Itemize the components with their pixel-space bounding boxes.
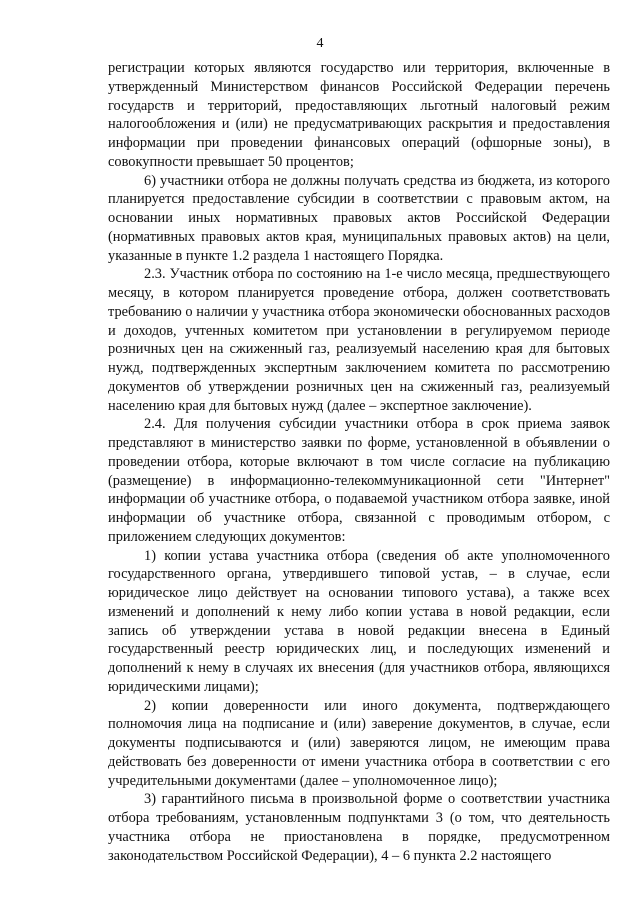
- paragraph-doc-item-1: 1) копии устава участника отбора (сведения об акте уполномоченного государственного органа, утвердившего типовой устав, – в случае, если юридическое лицо действует на основании типового устава), а также всех изменений и дополнений к нему либо копии устава в новой редакции, если запись об утверждении устава в новой редакции внесена в Единый государственный реестр юридических лиц, и последующих изменений и дополнений к нему в случаях их внесения (для участников отбора, являющихся юридическими лицами);: [108, 547, 610, 695]
- paragraph-continuation: регистрации которых являются государство или территория, включенные в утвержденный Министерством финансов Российской Федерации перечень государств и территорий, предоставляющих льготный налоговый режим налогообложения и (или) не предусматривающих раскрытия и предоставления информации при проведении финансовых операций (офшорные зоны), в совокупности превышает 50 процентов;: [108, 60, 610, 170]
- paragraph-item-6: 6) участники отбора не должны получать средства из бюджета, из которого планируется предоставление субсидии в соответствии с правовым актом, на основании иных нормативных правовых актов Российской Федерации (нормативных правовых актов края, муниципальных правовых актов) на цели, указанные в пункте 1.2 раздела 1 настоящего Порядка.: [108, 172, 610, 264]
- paragraph-doc-item-2: 2) копии доверенности или иного документа, подтверждающего полномочия лица на подписание и (или) заверение документов, в случае, если документы подписываются и (или) заверяются лицом, не имеющим права действовать без доверенности от имени участника отбора в соответствии с его учредительными документами (далее – уполномоченное лицо);: [108, 697, 610, 789]
- page-number: 4: [316, 36, 324, 51]
- document-body: [108, 59, 610, 865]
- paragraph-2-4: 2.4. Для получения субсидии участники отбора в срок приема заявок представляют в министерство заявки по форме, установленной в объявлении о проведении отбора, которые включают в том числе согласие на публикацию (размещение) в информационно-телекоммуникационной сети "Интернет" информации об участнике отбора, о подаваемой участником отбора заявке, иной информации об участнике отбора, связанной с проводимым отбором, с приложением следующих документов:: [108, 416, 610, 545]
- paragraph-doc-item-3: 3) гарантийного письма в произвольной форме о соответствии участника отбора требованиям, установленным подпунктами 3 (о том, что деятельность участника отбора не приостановлена в порядке, предусмотренном законодательством Российской Федерации), 4 – 6 пункта 2.2 настоящего: [108, 791, 610, 864]
- paragraph-2-3: 2.3. Участник отбора по состоянию на 1-е число месяца, предшествующего месяцу, в котором планируется проведение отбора, должен соответствовать требованию о наличии у участника отбора экономически обоснованных расходов и доходов, учтенных комитетом при установлении в регулируемом периоде розничных цен на сжиженный газ, реализуемый населению края для бытовых нужд, подтвержденных экспертным заключением комитета по рассмотрению документов об утверждении розничных цен на сжиженный газ, реализуемый населению края для бытовых нужд (далее – экспертное заключение).: [108, 266, 610, 414]
